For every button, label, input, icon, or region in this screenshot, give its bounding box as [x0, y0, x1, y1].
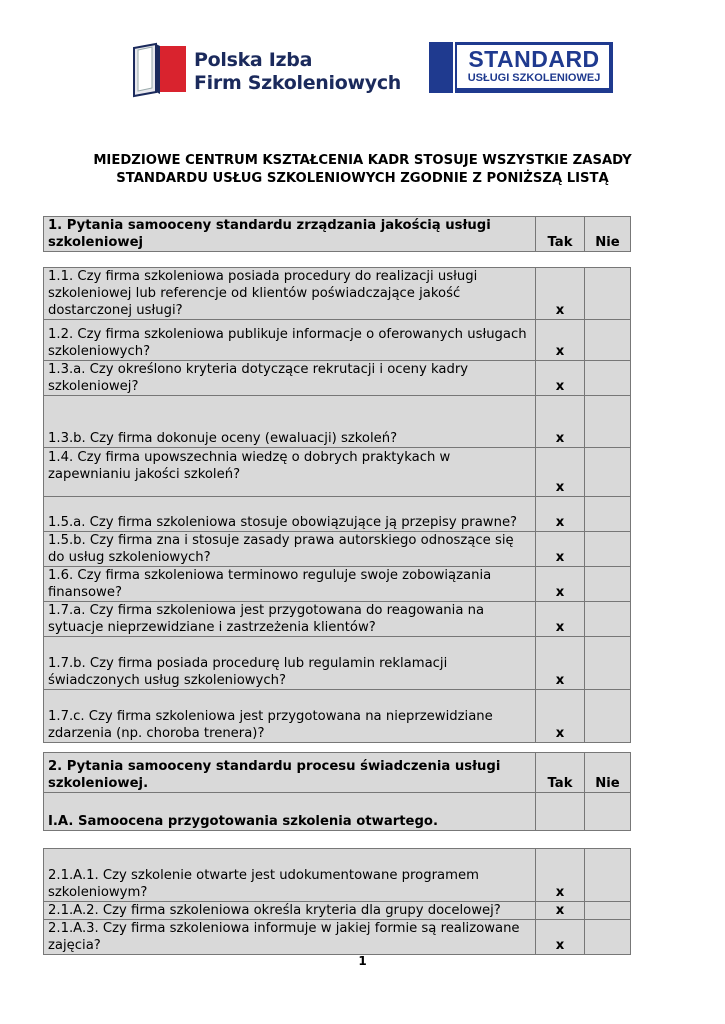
section1-header: 1. Pytania samooceny standardu zrządzania jakością usługi szkoleniowej: [44, 217, 536, 252]
tak-mark: x: [536, 902, 585, 920]
question-text: 1.6. Czy firma szkoleniowa terminowo reguluje swoje zobowiązania finansowe?: [44, 567, 536, 602]
book-logo-icon: [130, 42, 188, 98]
table-row: [44, 902, 631, 920]
standard-logo-subtitle: USŁUGI SZKOLENIOWEJ: [467, 72, 601, 84]
tak-mark: x: [536, 567, 585, 602]
tak-mark: x: [536, 361, 585, 396]
question-text: 2.1.A.1. Czy szkolenie otwarte jest udokumentowane programem szkoleniowym?: [44, 849, 536, 902]
section1-tak-header: Tak: [536, 217, 585, 252]
section2-subheader: I.A. Samoocena przygotowania szkolenia otwartego.: [44, 793, 536, 831]
section2-header-table: [43, 752, 631, 831]
tak-mark: x: [536, 532, 585, 567]
nie-mark: [585, 497, 631, 532]
table-row: [44, 448, 631, 497]
nie-mark: [585, 361, 631, 396]
pifs-logo: [130, 40, 402, 100]
table-row: [44, 690, 631, 743]
table-row: [44, 268, 631, 320]
standard-logo: [429, 42, 613, 93]
section2-table: [43, 848, 631, 955]
section2-tak-header: Tak: [536, 753, 585, 793]
table-row: [44, 602, 631, 637]
nie-mark: [585, 637, 631, 690]
nie-mark: [585, 690, 631, 743]
tak-mark: x: [536, 602, 585, 637]
nie-mark: [585, 602, 631, 637]
section1-header-table: [43, 216, 631, 252]
question-text: 1.4. Czy firma upowszechnia wiedzę o dobrych praktykach w zapewnianiu jakości szkoleń?: [44, 448, 536, 497]
table-row: [44, 567, 631, 602]
table-row: [44, 396, 631, 448]
section2-nie-header: Nie: [585, 753, 631, 793]
title-line-2: STANDARDU USŁUG SZKOLENIOWYCH ZGODNIE Z PONIŻSZĄ LISTĄ: [116, 171, 609, 186]
nie-mark: [585, 320, 631, 361]
tak-mark: x: [536, 396, 585, 448]
page-number: 1: [358, 954, 367, 968]
question-text: 2.1.A.2. Czy firma szkoleniowa określa kryteria dla grupy docelowej?: [44, 902, 536, 920]
tak-mark: x: [536, 690, 585, 743]
table-row: [44, 849, 631, 902]
nie-mark: [585, 532, 631, 567]
table-row: [44, 361, 631, 396]
nie-mark: [585, 448, 631, 497]
section1-nie-header: Nie: [585, 217, 631, 252]
section1-table: [43, 267, 631, 743]
table-row: [44, 920, 631, 955]
tak-mark: x: [536, 920, 585, 955]
table-row: [44, 497, 631, 532]
nie-mark: [585, 268, 631, 320]
tak-mark: x: [536, 320, 585, 361]
question-text: 1.1. Czy firma szkoleniowa posiada procedury do realizacji usługi szkoleniowej lub referencje od klientów poświadczające jakość dostarczonej usługi?: [44, 268, 536, 320]
table-row: [44, 637, 631, 690]
question-text: 1.7.a. Czy firma szkoleniowa jest przygotowana do reagowania na sytuacje nieprzewidziane i zastrzeżenia klientów?: [44, 602, 536, 637]
tak-mark: x: [536, 849, 585, 902]
tak-mark: x: [536, 497, 585, 532]
table-row: [44, 532, 631, 567]
question-text: 1.7.b. Czy firma posiada procedurę lub regulamin reklamacji świadczonych usług szkoleniowych?: [44, 637, 536, 690]
nie-mark: [585, 567, 631, 602]
table-row: [44, 320, 631, 361]
question-text: 2.1.A.3. Czy firma szkoleniowa informuje w jakiej formie są realizowane zajęcia?: [44, 920, 536, 955]
nie-mark: [585, 396, 631, 448]
question-text: 1.5.b. Czy firma zna i stosuje zasady prawa autorskiego odnoszące się do usług szkoleniowych?: [44, 532, 536, 567]
question-text: 1.5.a. Czy firma szkoleniowa stosuje obowiązujące ją przepisy prawne?: [44, 497, 536, 532]
tak-mark: x: [536, 448, 585, 497]
question-text: 1.3.b. Czy firma dokonuje oceny (ewaluacji) szkoleń?: [44, 396, 536, 448]
title-line-1: MIEDZIOWE CENTRUM KSZTAŁCENIA KADR STOSUJE WSZYSTKIE ZASADY: [93, 153, 632, 168]
standard-logo-title: STANDARD: [468, 46, 600, 72]
document-title: [60, 152, 665, 188]
section2-header: 2. Pytania samooceny standardu procesu świadczenia usługi szkoleniowej.: [44, 753, 536, 793]
pifs-name-line2: Firm Szkoleniowych: [194, 72, 402, 94]
tak-mark: x: [536, 268, 585, 320]
tak-mark: x: [536, 637, 585, 690]
question-text: 1.2. Czy firma szkoleniowa publikuje informacje o oferowanych usługach szkoleniowych?: [44, 320, 536, 361]
question-text: 1.3.a. Czy określono kryteria dotyczące rekrutacji i oceny kadry szkoleniowej?: [44, 361, 536, 396]
nie-mark: [585, 920, 631, 955]
nie-mark: [585, 902, 631, 920]
logo-bar: [0, 40, 725, 100]
pifs-name-line1: Polska Izba: [194, 49, 313, 71]
nie-mark: [585, 849, 631, 902]
question-text: 1.7.c. Czy firma szkoleniowa jest przygotowana na nieprzewidziane zdarzenia (np. choroba trenera)?: [44, 690, 536, 743]
